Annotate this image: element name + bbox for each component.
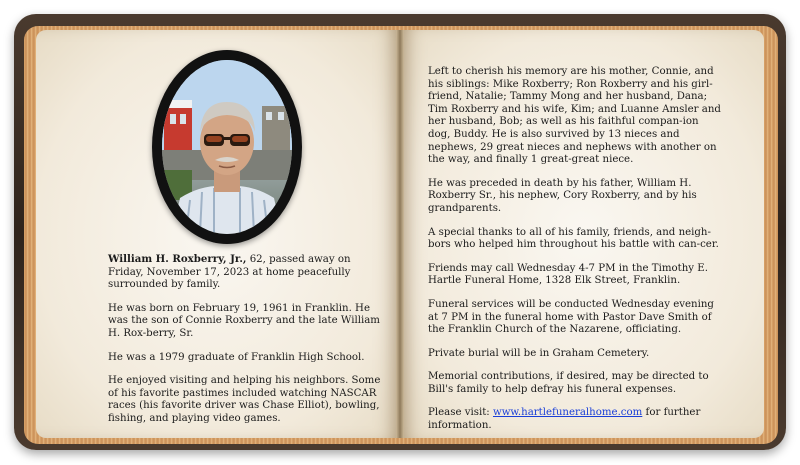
visit-prefix: Please visit: (428, 407, 493, 419)
survivors-paragraph: Left to cherish his memory are his mother, Connie, and his siblings: Mike Roxberry; Ron Roxberry and his girl-friend, Natalie; Tammy Mong and her husband, Dana; Tim Roxberry and his wife, Kim; and Luanne Amsler and her husband, Bob; as well as his faithful compan-ion dog, Buddy. He is also survived by 13 nieces and nephews, 29 great nieces and nephews with another on the way, and finally 1 great-great niece. (428, 66, 721, 166)
right-page-text (428, 66, 724, 444)
birth-paragraph: He was born on February 19, 1961 in Franklin. He was the son of Connie Roxberry and the late William H. Rox-berry, Sr. (108, 302, 380, 339)
hobbies-paragraph: He enjoyed visiting and helping his neighbors. Some of his favorite pastimes included watching NASCAR races (his favorite driver was Chase Elliot), bowling, fishing, and playing video games. (108, 375, 381, 424)
opening-text: 62, passed away on Friday, November 17, 2023 at home peacefully surrounded by family. (108, 254, 351, 291)
left-page-text (108, 253, 388, 437)
services-paragraph: Funeral services will be conducted Wednesday evening at 7 PM in the funeral home with Pastor Dave Smith of the Franklin Church of the Nazarene, officiating. (428, 298, 714, 336)
portrait-frame (152, 50, 302, 244)
portrait-illustration (162, 60, 292, 234)
deceased-name: William H. Roxberry, Jr., (108, 253, 247, 265)
funeral-home-link[interactable]: www.hartlefuneralhome.com (492, 407, 643, 419)
book-spine (396, 30, 404, 438)
preceded-paragraph: He was preceded in death by his father, William H. Roxberry Sr., his nephew, Cory Roxberry, and by his grandparents. (428, 177, 697, 214)
visit-suffix: for further information. (428, 407, 701, 432)
visitation-paragraph: Friends may call Wednesday 4-7 PM in the Timothy E. Hartle Funeral Home, 1328 Elk Street, Franklin. (428, 262, 708, 287)
portrait-photo (162, 60, 292, 234)
thanks-paragraph: A special thanks to all of his family, friends, and neigh-bors who helped him throughout his battle with can-cer. (428, 226, 719, 251)
visit-paragraph (428, 407, 724, 432)
opening-paragraph (108, 253, 388, 292)
burial-paragraph: Private burial will be in Graham Cemetery. (428, 347, 650, 359)
education-paragraph: He was a 1979 graduate of Franklin High School. (108, 351, 365, 363)
memorial-paragraph: Memorial contributions, if desired, may be directed to Bill's family to help defray his funeral expenses. (428, 371, 709, 395)
